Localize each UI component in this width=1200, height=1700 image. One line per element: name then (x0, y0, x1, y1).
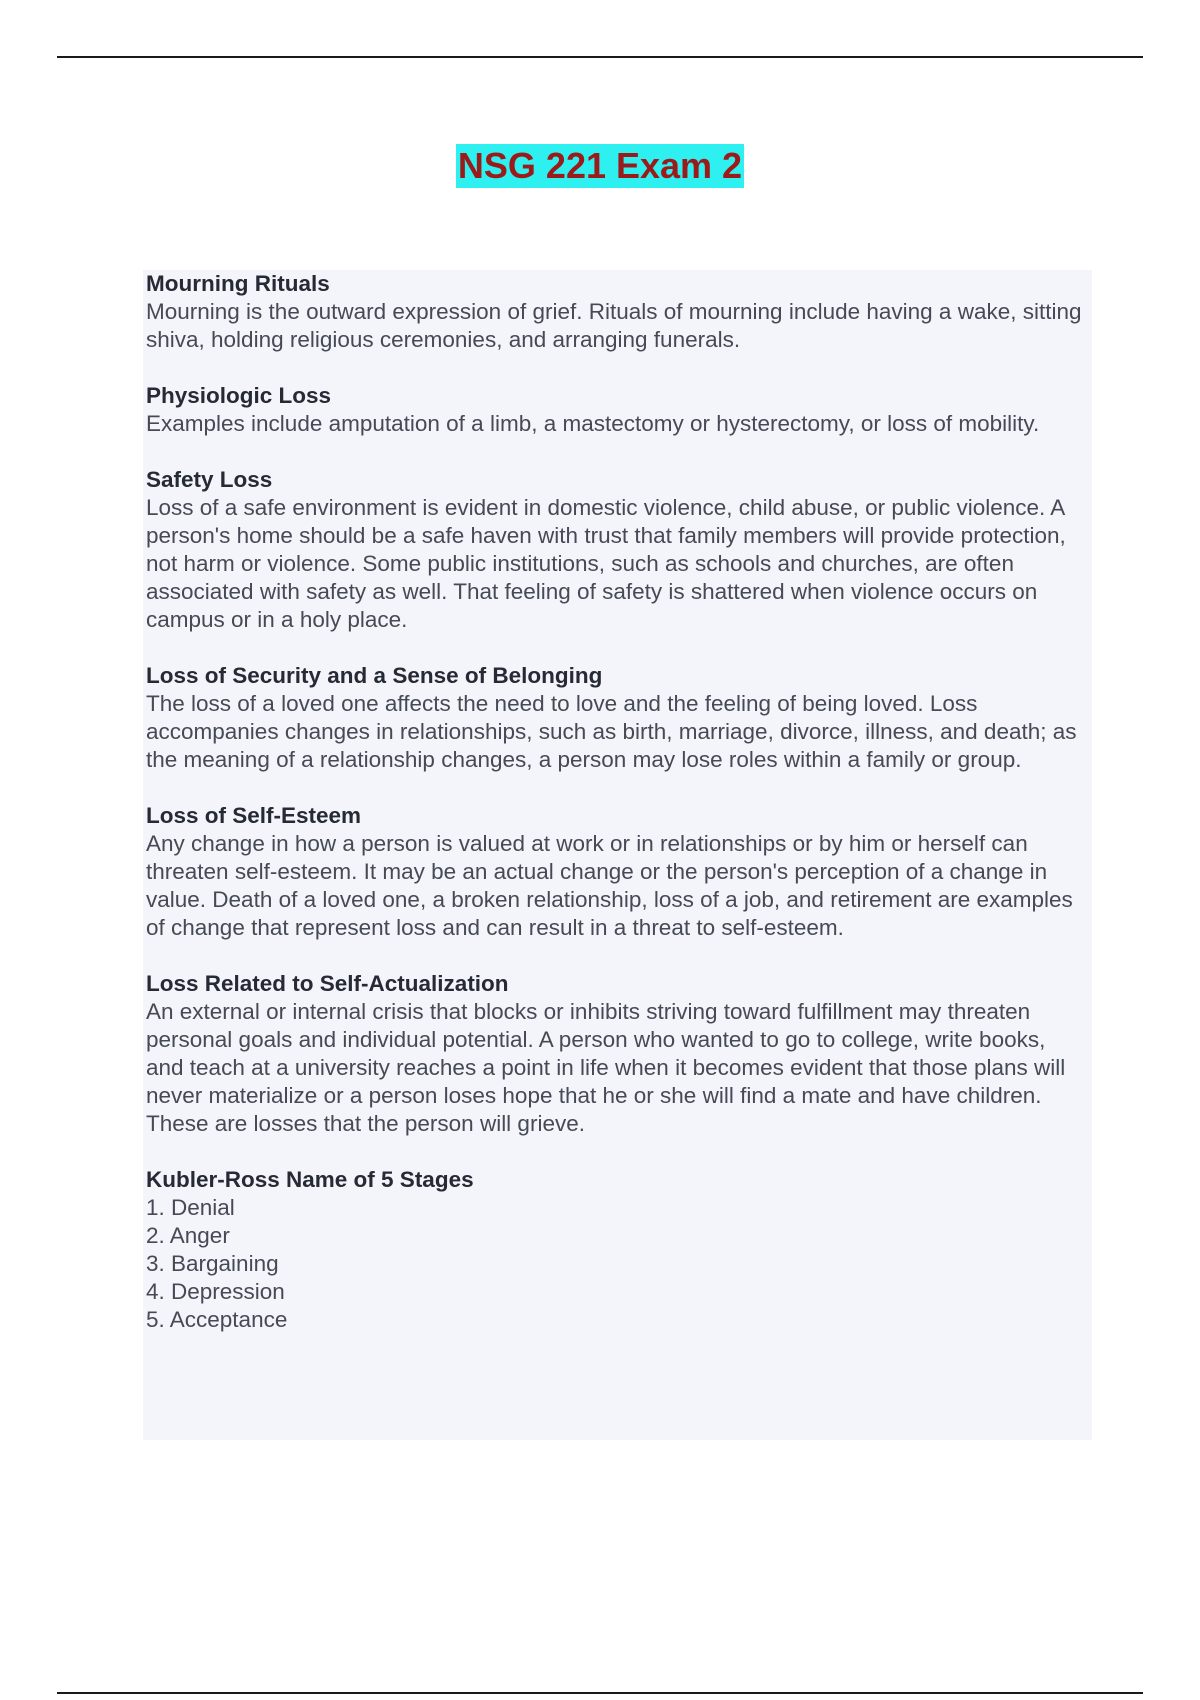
section-body: An external or internal crisis that blocks or inhibits striving toward fulfillment may threaten personal goals and individual potential. A person who wanted to go to college, write books, and teach at a university reaches a point in life when it becomes evident that those plans will never materialize or a person loses hope that he or she will find a mate and have children. These are losses that the person will grieve. (146, 999, 1066, 1136)
section-heading: Physiologic Loss (146, 383, 332, 408)
list-item: 2. Anger (146, 1223, 230, 1248)
section-mourning-rituals (146, 270, 1086, 354)
bottom-rule (57, 1692, 1143, 1694)
list-item: 5. Acceptance (146, 1307, 288, 1332)
section-heading: Safety Loss (146, 467, 273, 492)
section-body: Examples include amputation of a limb, a mastectomy or hysterectomy, or loss of mobility. (146, 411, 1040, 436)
list-item: 1. Denial (146, 1195, 235, 1220)
section-heading: Loss of Security and a Sense of Belonging (146, 663, 603, 688)
section-kubler-ross (146, 1166, 1086, 1334)
section-heading: Loss Related to Self-Actualization (146, 971, 509, 996)
flashcard-content (143, 270, 1092, 1440)
section-body: Loss of a safe environment is evident in domestic violence, child abuse, or public violence. A person's home should be a safe haven with trust that family members will provide protection, not harm or violence. Some public institutions, such as schools and churches, are often associated with safety as well. That feeling of safety is shattered when violence occurs on campus or in a holy place. (146, 495, 1066, 632)
top-rule (57, 56, 1143, 58)
section-body: Any change in how a person is valued at work or in relationships or by him or herself can threaten self-esteem. It may be an actual change or the person's perception of a change in value. Death of a loved one, a broken relationship, loss of a job, and retirement are examples of change that represent loss and can result in a threat to self-esteem. (146, 831, 1073, 940)
stages-list (146, 1194, 1086, 1334)
section-body: Mourning is the outward expression of grief. Rituals of mourning include having a wake, sitting shiva, holding religious ceremonies, and arranging funerals. (146, 299, 1082, 352)
section-physiologic-loss (146, 382, 1086, 438)
list-item: 3. Bargaining (146, 1251, 279, 1276)
section-self-esteem (146, 802, 1086, 942)
section-heading: Mourning Rituals (146, 271, 330, 296)
section-body: The loss of a loved one affects the need to love and the feeling of being loved. Loss accompanies changes in relationships, such as birth, marriage, divorce, illness, and death; as the meaning of a relationship changes, a person may lose roles within a family or group. (146, 691, 1077, 772)
section-safety-loss (146, 466, 1086, 634)
section-security-belonging (146, 662, 1086, 774)
title-wrap (0, 144, 1200, 188)
list-item: 4. Depression (146, 1279, 285, 1304)
page-title: NSG 221 Exam 2 (457, 145, 743, 186)
section-heading: Kubler-Ross Name of 5 Stages (146, 1167, 474, 1192)
section-self-actualization (146, 970, 1086, 1138)
section-heading: Loss of Self-Esteem (146, 803, 362, 828)
